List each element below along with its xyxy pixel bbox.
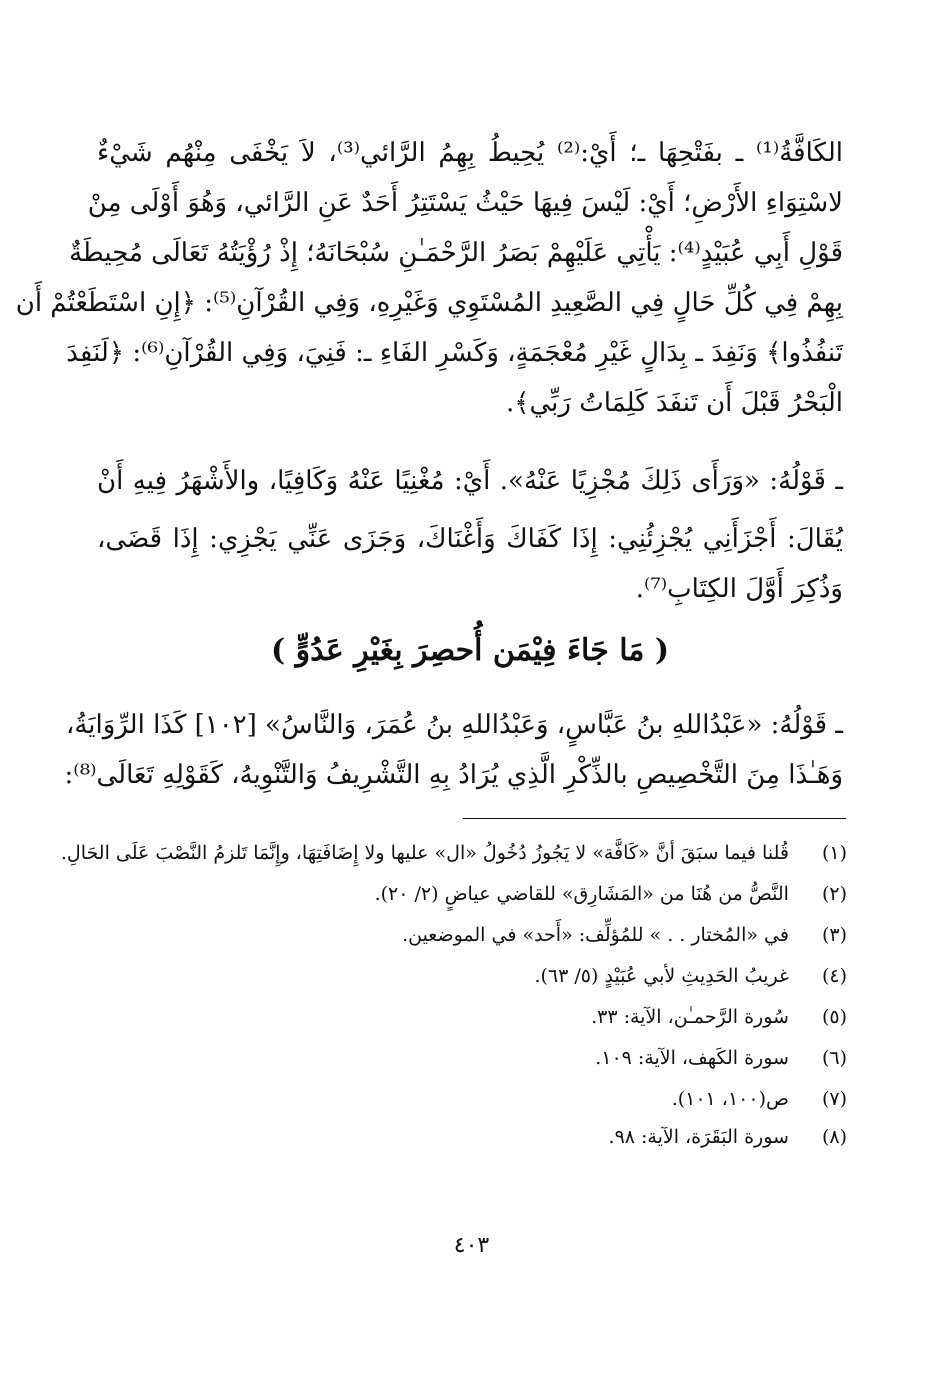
footnote-number: (١) xyxy=(821,842,847,864)
text-line: وَهَـٰذَا مِنَ التَّخْصِيصِ بالذِّكْرِ الَّذِي يُرَادُ بِهِ التَّشْرِيفُ وَالتَّنْوِيهُ، كَقَوْلِهِ تَعَالَى⁽⁸⁾: xyxy=(64,760,843,790)
text-line: وَذُكِرَ أَوَّلَ الكِتَابِ⁽⁷⁾. xyxy=(635,574,843,604)
text-line: يُقَالَ: أَجْزَأَنِي يُجْزِئُنِي: إِذَا كَفَاكَ وَأَغْنَاكَ، وَجَزَى عَنِّي يَجْزِي: إِذَا قَضَى، xyxy=(97,524,843,554)
footnote-4 xyxy=(87,959,847,993)
text-line: لاسْتِوَاءِ الأَرْضِ؛ أَيْ: لَيْسَ فِيهَا حَيْثُ يَسْتَتِرُ أَحَدٌ عَنِ الرَّائي، وَهُوَ أَوْلَى مِنْ xyxy=(87,188,843,218)
footnote-number: (٨) xyxy=(821,1126,847,1148)
text-line: تَنفُذُوا﴾ وَنَفِدَ ـ بِدَالٍ غَيْرِ مُعْجَمَةٍ، وَكَسْرِ الفَاءِ ـ: فَنِيَ، وَفِي القُرْآنِ⁽⁶⁾: ﴿لَنَفِدَ xyxy=(66,338,843,368)
footnote-6 xyxy=(87,1041,847,1075)
text-line: قَوْلِ أَبِي عُبَيْدٍ⁽⁴⁾: يَأْتِي عَلَيْهِمْ بَصَرُ الرَّحْمَـٰنِ سُبْحَانَهُ؛ إِذْ رُؤْيَتُهُ تَعَالَى مُحِيطَةٌ xyxy=(69,238,843,268)
footnote-text: ص(١٠٠، ١٠١). xyxy=(671,1088,789,1110)
footnote-number: (٢) xyxy=(821,883,847,905)
section-heading: ( مَا جَاءَ فِيْمَن أُحصِرَ بِغَيْرِ عَدُوٍّ ) xyxy=(270,633,670,668)
footnote-text: سورة البَقَرَة، الآية: ٩٨. xyxy=(608,1126,789,1148)
footnote-2 xyxy=(87,877,847,911)
footnote-text: في «المُختار . . » للمُؤلِّف: «أَحد» في الموضعين. xyxy=(402,924,789,946)
footnote-8 xyxy=(87,1120,847,1154)
footnote-text: غريبُ الحَدِيثِ لأبي عُبَيْدٍ (٥/ ٦٣). xyxy=(534,965,789,987)
footnote-number: (٦) xyxy=(821,1047,847,1069)
footnote-separator xyxy=(463,818,846,819)
footnote-text: سورة الكَهف، الآية: ١٠٩. xyxy=(595,1047,789,1069)
footnote-7 xyxy=(87,1082,847,1116)
text-line: الْبَحْرُ قَبْلَ أَن تَنفَدَ كَلِمَاتُ رَبِّي﴾. xyxy=(506,388,843,418)
footnote-number: (٥) xyxy=(821,1006,847,1028)
text-line: الكَافَّةُ⁽¹⁾ ـ بفَتْحِهَا ـ؛ أَيْ:⁽²⁾ يُحِيطُ بِهِمُ الرَّائي⁽³⁾، لاَ يَخْفَى مِنْهُم شَيْءٌ xyxy=(97,138,844,168)
footnote-number: (٣) xyxy=(821,924,847,946)
footnote-text: سُورة الرَّحمـٰن، الآية: ٣٣. xyxy=(591,1006,789,1028)
footnote-number: (٤) xyxy=(821,965,847,987)
footnote-3 xyxy=(87,918,847,952)
text-line: ـ قَوْلُهُ: «عَبْدُاللهِ بنُ عَبَّاسٍ، وَعَبْدُاللهِ بنُ عُمَرَ، وَالنَّاسُ» [١٠٢] كَذَا الرِّوَايَةُ، xyxy=(65,710,843,740)
footnote-text: قُلنا فيما سبَقَ أنَّ «كَافَّة» لا يَجُوزُ دُخُولُ «ال» عليها ولا إِضَافَتِهَا، وإِنَّمَا تَلزمُ النَّصْبَ عَلَى الحَالِ. xyxy=(60,842,789,864)
text-line: بِهِمْ فِي كُلِّ حَالٍ فِي الصَّعِيدِ المُسْتَوِي وَغَيْرِهِ، وَفِي القُرْآنِ⁽⁵⁾: ﴿إِنِ اسْتَطَعْتُمْ أَن xyxy=(15,288,843,318)
footnote-number: (٧) xyxy=(821,1088,847,1110)
text-line: ـ قَوْلُهُ: «وَرَأَى ذَلِكَ مُجْزِيًا عَنْهُ». أَيْ: مُغْنِيًا عَنْهُ وَكَافِيًا، والأَشْهَرُ فِيهِ أَنْ xyxy=(97,466,843,496)
footnote-5 xyxy=(87,1000,847,1034)
footnote-text: النَّصُّ من هُنَا من «المَشَارِق» للقاضي عياضٍ (٢/ ٢٠). xyxy=(374,883,789,905)
page-number: ٤٠٣ xyxy=(453,1233,490,1258)
footnote-1 xyxy=(60,836,847,870)
